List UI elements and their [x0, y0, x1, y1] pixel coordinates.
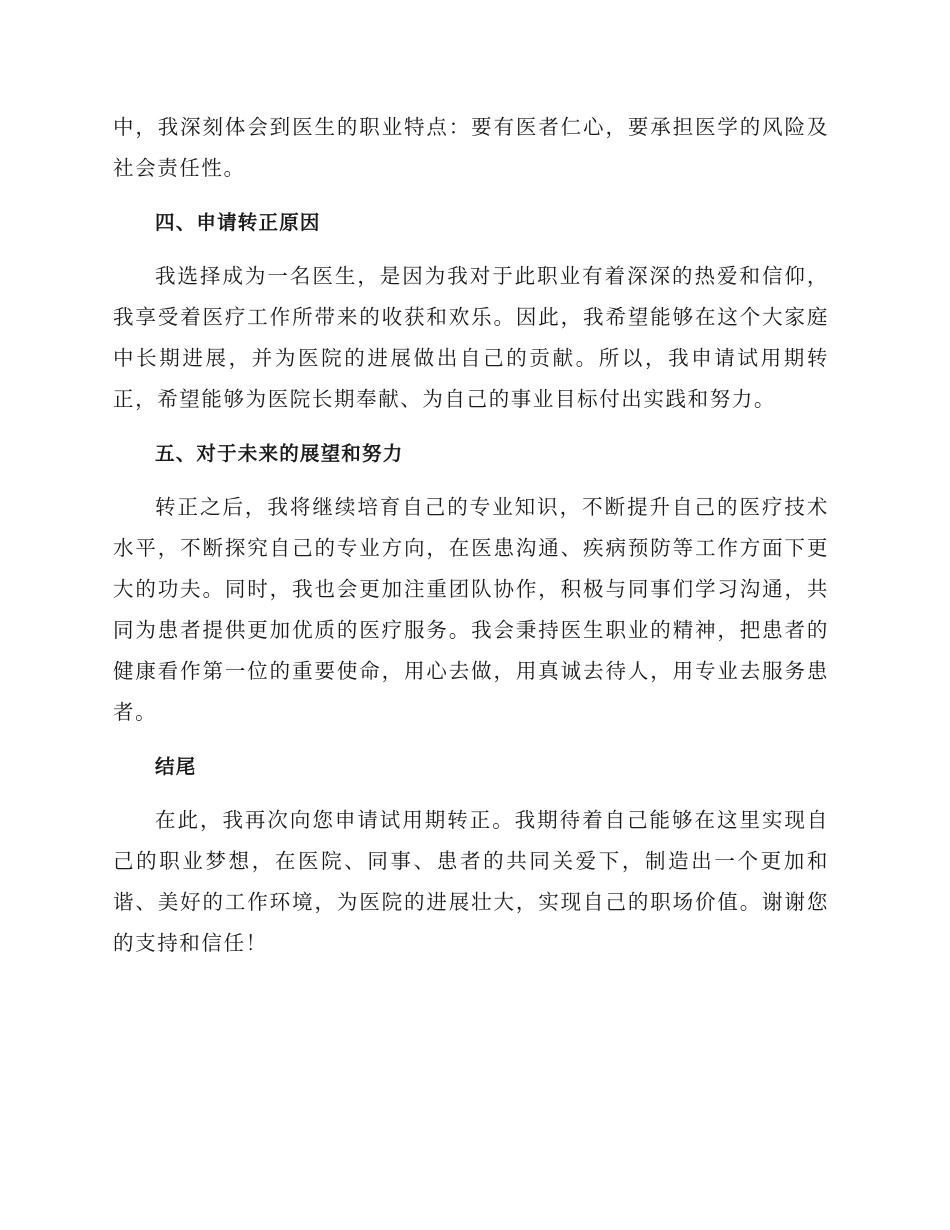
- section-paragraph-outlook: 转正之后，我将继续培育自己的专业知识，不断提升自己的医疗技术水平，不断探究自己的专业方向，在医患沟通、疾病预防等工作方面下更大的功夫。同时，我也会更加注重团队协作，积极与同事们学习沟通，共同为患者提供更加优质的医疗服务。我会秉持医生职业的精神，把患者的健康看作第一位的重要使命，用心去做，用真诚去待人，用专业去服务患者。: [113, 495, 829, 724]
- document-body: [113, 107, 829, 964]
- section-heading-closing: 结尾: [155, 755, 197, 778]
- section-heading-reason: 四、申请转正原因: [155, 211, 321, 234]
- section-paragraph-closing: 在此，我再次向您申请试用期转正。我期待着自己能够在这里实现自己的职业梦想，在医院、同事、患者的共同关爱下，制造出一个更加和谐、美好的工作环境，为医院的进展壮大，实现自己的职场价值。谢谢您的支持和信任！: [113, 808, 829, 955]
- intro-paragraph: 中，我深刻体会到医生的职业特点：要有医者仁心，要承担医学的风险及社会责任性。: [113, 115, 829, 180]
- section-paragraph-reason: 我选择成为一名医生，是因为我对于此职业有着深深的热爱和信仰，我享受着医疗工作所带来的收获和欢乐。因此，我希望能够在这个大家庭中长期进展，并为医院的进展做出自己的贡献。所以，我申请试用期转正，希望能够为医院长期奉献、为自己的事业目标付出实践和努力。: [113, 264, 829, 411]
- section-heading-outlook: 五、对于未来的展望和努力: [155, 442, 404, 465]
